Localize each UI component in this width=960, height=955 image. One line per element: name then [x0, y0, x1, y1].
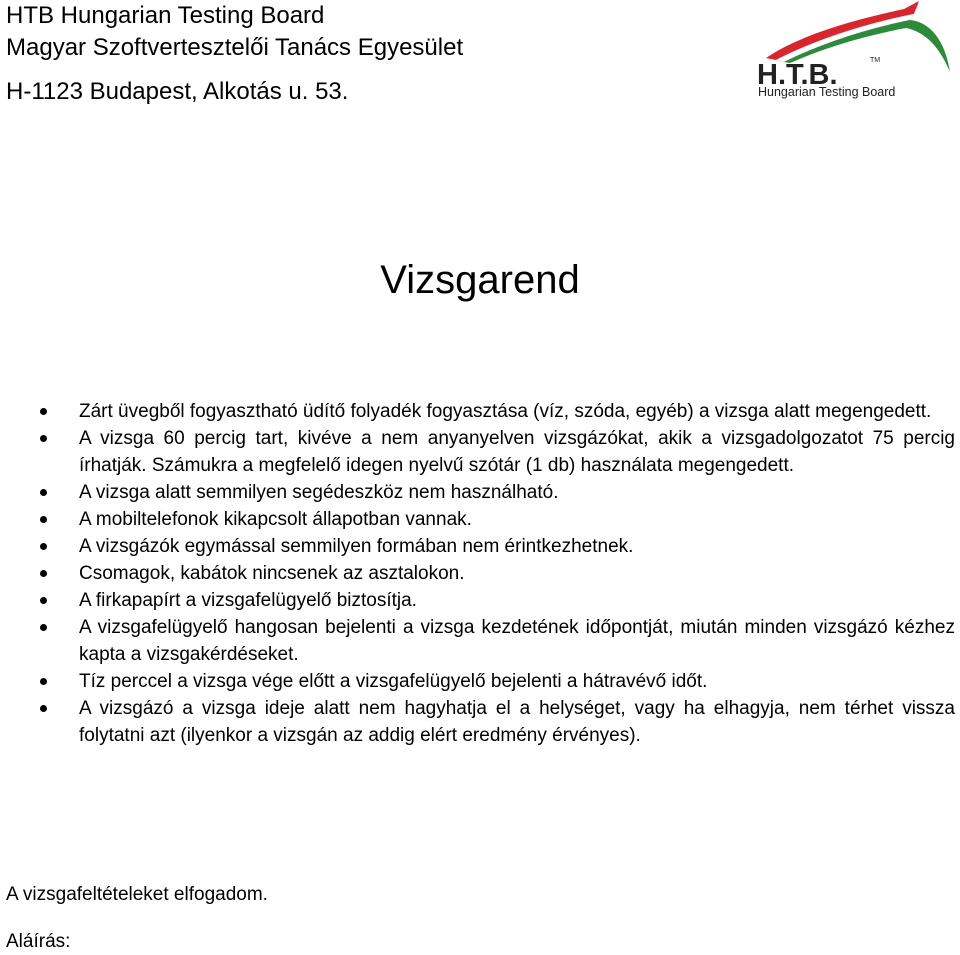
- page-title: Vizsgarend: [380, 258, 580, 302]
- rule-text: A firkapapírt a vizsgafelügyelő biztosítja.: [79, 590, 417, 611]
- organization-name-english: HTB Hungarian Testing Board: [6, 2, 325, 29]
- list-item: [40, 614, 955, 668]
- list-item: [40, 668, 955, 695]
- bullet-icon: [40, 597, 47, 604]
- logo-letters: H.T.B.: [757, 59, 838, 91]
- list-item: [40, 506, 955, 533]
- organization-name-hungarian: Magyar Szoftvertesztelői Tanács Egyesület: [6, 34, 464, 61]
- rule-text: A vizsgázók egymással semmilyen formában nem érintkezhetnek.: [79, 536, 634, 557]
- rule-text: A vizsgázó a vizsga ideje alatt nem hagyhatja el a helységet, vagy ha elhagyja, nem térhet vissza folytatni azt (ilyenkor a vizsgán az addig elért eredmény érvényes).: [79, 698, 955, 746]
- list-item: [40, 533, 955, 560]
- signature-label: Aláírás:: [6, 931, 71, 952]
- list-item: [40, 479, 955, 506]
- bullet-icon: [40, 543, 47, 550]
- bullet-icon: [40, 678, 47, 685]
- letterhead: [6, 0, 463, 108]
- logo-tagline: Hungarian Testing Board: [758, 85, 896, 99]
- bullet-icon: [40, 408, 47, 415]
- rule-text: A vizsga alatt semmilyen segédeszköz nem használható.: [79, 482, 559, 503]
- rule-text: Zárt üvegből fogyasztható üdítő folyadék fogyasztása (víz, szóda, egyéb) a vizsga alatt megengedett.: [79, 401, 932, 422]
- logo-swoosh-red: [766, 1, 919, 60]
- bullet-icon: [40, 570, 47, 577]
- list-item: [40, 398, 955, 425]
- htb-logo: [754, 0, 954, 100]
- rule-text: A vizsgafelügyelő hangosan bejelenti a vizsga kezdetének időpontját, miután minden vizsgázó kézhez kapta a vizsgakérdéseket.: [79, 617, 955, 665]
- rules-list: [40, 398, 955, 749]
- list-item: [40, 587, 955, 614]
- organization-address: H-1123 Budapest, Alkotás u. 53.: [6, 78, 349, 105]
- bullet-icon: [40, 435, 47, 442]
- logo-trademark: TM: [870, 57, 881, 64]
- list-item: [40, 695, 955, 749]
- rule-text: A mobiltelefonok kikapcsolt állapotban vannak.: [79, 509, 472, 530]
- rule-text: Csomagok, kabátok nincsenek az asztalokon.: [79, 563, 465, 584]
- bullet-icon: [40, 516, 47, 523]
- acceptance-statement: A vizsgafeltételeket elfogadom.: [6, 884, 268, 905]
- rule-text: Tíz perccel a vizsga vége előtt a vizsgafelügyelő bejelenti a hátravévő időt.: [79, 671, 708, 692]
- bullet-icon: [40, 705, 47, 712]
- bullet-icon: [40, 489, 47, 496]
- list-item: [40, 560, 955, 587]
- list-item: [40, 425, 955, 479]
- bullet-icon: [40, 624, 47, 631]
- rule-text: A vizsga 60 percig tart, kivéve a nem anyanyelven vizsgázókat, akik a vizsgadolgozatot 75 percig írhatják. Számukra a megfelelő idegen nyelvű szótár (1 db) használata megengedett.: [79, 428, 955, 476]
